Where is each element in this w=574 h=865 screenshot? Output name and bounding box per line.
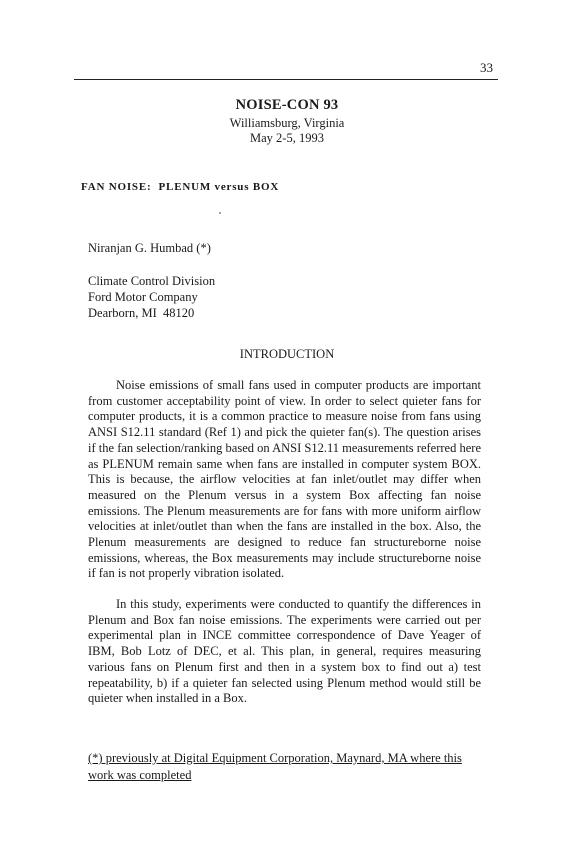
paper-title: FAN NOISE: PLENUM versus BOX bbox=[81, 181, 280, 193]
conference-date: May 2-5, 1993 bbox=[250, 131, 324, 145]
page-number: 33 bbox=[480, 60, 493, 75]
section-heading: INTRODUCTION bbox=[239, 347, 335, 361]
body-paragraph: In this study, experiments were conducted to quantify the differences in Plenum and Box fan noise emissions. The experiments were carried out per experimental plan in INCE committee correspondence of Dave Yeager of IBM, Bob Lotz of DEC, et al. This plan, in general, requires measuring various fans on Plenum first and then in a system box to find out a) test repeatability, b) if a quieter fan selected using Plenum method would still be quieter when installed in a Box. bbox=[88, 597, 481, 706]
affiliation-line: Climate Control Division bbox=[88, 274, 216, 288]
affiliation-line: Ford Motor Company bbox=[88, 290, 198, 304]
body-paragraph: Noise emissions of small fans used in computer products are important from customer acceptability point of view. In order to select quieter fans for computer products, it is a common practice to measure noise from fans using ANSI S12.11 standard (Ref 1) and pick the quieter fan(s). The question arises if the fan selection/ranking based on ANSI S12.11 measurements referred here as PLENUM remain same when fans are installed in computer system BOX. This is because, the airflow velocities at fan inlet/outlet may differ when measured on the Plenum versus in a system Box affecting fan noise emissions. The Plenum measurements are for fans with more uniform airflow velocities at inlet/outlet than when the fans are installed in the box. Also, the Plenum measurements are designed to reduce fan structureborne noise emissions, whereas, the Box measurements may include structureborne noise if fan is not properly vibration isolated. bbox=[88, 378, 481, 581]
conference-title: NOISE-CON 93 bbox=[235, 97, 339, 113]
conference-location: Williamsburg, Virginia bbox=[229, 116, 345, 130]
header-rule bbox=[74, 79, 498, 80]
affiliation-line: Dearborn, MI 48120 bbox=[88, 306, 195, 320]
footnote: (*) previously at Digital Equipment Corporation, Maynard, MA where this work was completed bbox=[88, 751, 462, 782]
author-name: Niranjan G. Humbad (*) bbox=[88, 241, 211, 255]
stray-mark bbox=[219, 212, 221, 214]
